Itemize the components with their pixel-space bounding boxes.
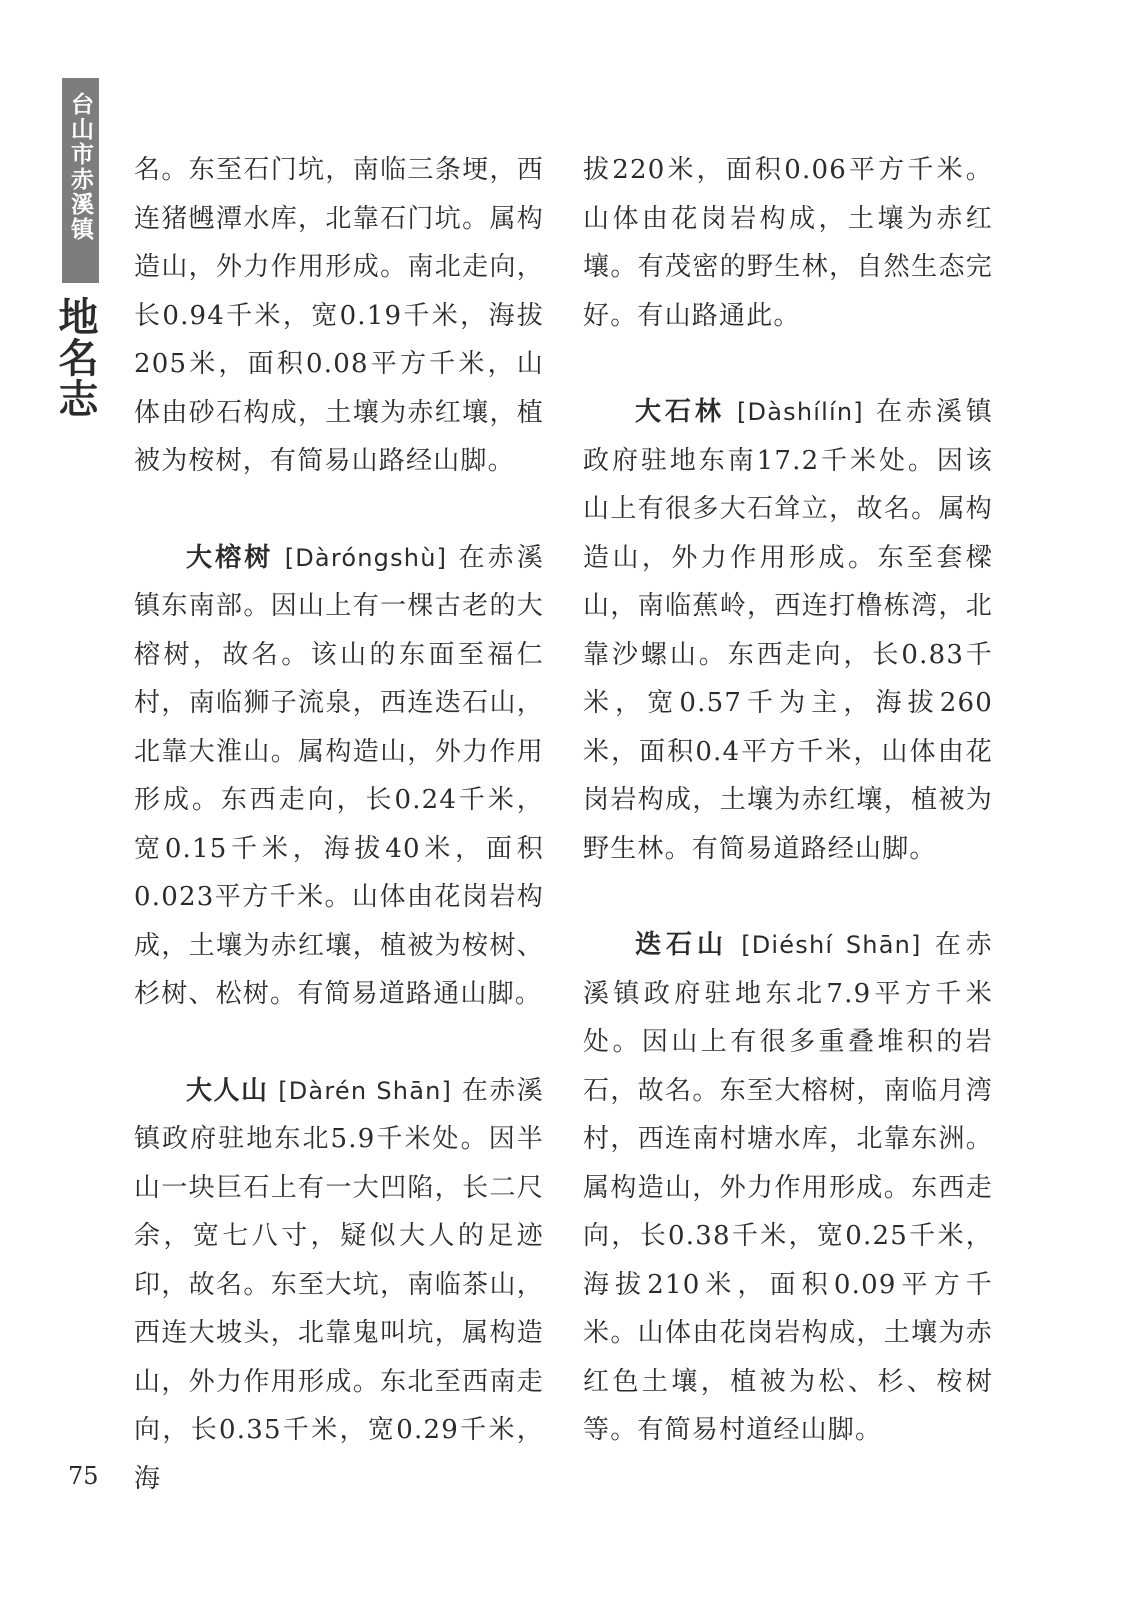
entry-term: 大石林 [635,397,725,427]
entry-text: 在赤溪镇政府驻地东北7.9平方千米处。因山上有很多重叠堆积的岩石，故名。东至大榕树，南临月湾村，西连南村塘水库，北靠东洲。属构造山，外力作用形成。东西走向，长0.38千米，宽0.25千米，海拔210米，面积0.09平方千米。山体由花岗岩构成，土壤为赤红色土壤，植被为松、杉、桉树等。有简易村道经山脚。 [583,930,994,1445]
page-number: 75 [68,1462,99,1490]
book-title: 地名志 [52,296,98,419]
continued-paragraph: 拔220米，面积0.06平方千米。山体由花岗岩构成，土壤为赤红壤。有茂密的野生林，自然生态完好。有山路通此。 [583,155,993,331]
entry-dieshishan [583,921,993,1455]
entry-text: 在赤溪镇政府驻地东北5.9千米处。因半山一块巨石上有一大凹陷，长二尺余，宽七八寸，疑似大人的足迹印，故名。东至大坑，南临茶山，西连大坡头，北靠鬼叫坑，属构造山，外力作用形成。东北至西南走向，长0.35千米，宽0.29千米，海 [134,1075,544,1494]
entry-text: 在赤溪镇政府驻地东南17.2千米处。因该山上有很多大石耸立，故名。属构造山，外力作用形成。东至套樑山，南临蕉岭，西连打橹栋湾，北靠沙螺山。东西走向，长0.83千米，宽0.57千为主，海拔260米，面积0.4平方千米，山体由花岗岩构成，土壤为赤红壤，植被为野生林。有简易道路经山脚。 [583,397,994,864]
entry-pinyin: [Diéshí Shān] [741,931,922,959]
entry-pinyin: [Dàróngshù] [284,543,448,572]
entry-darenshan [134,1067,544,1504]
right-column [583,146,993,1455]
entry-pinyin: [Dàrén Shān] [278,1076,453,1105]
entry-term: 大榕树 [186,542,274,573]
entry-term: 大人山 [186,1075,269,1106]
entry-pinyin: [Dàshílín] [736,398,864,426]
entry-dashilin [583,388,993,873]
left-column [134,146,544,1503]
section-band-label: 台山市赤溪镇 [67,92,94,242]
continued-paragraph: 名。东至石门坑，南临三条埂，西连猪乸潭水库，北靠石门坑。属构造山，外力作用形成。南北走向，长0.94千米，宽0.19千米，海拔205米，面积0.08平方千米，山体由砂石构成，土壤为赤红壤，植被为桉树，有简易山路经山脚。 [134,155,544,476]
section-band [62,78,99,283]
entry-text: 在赤溪镇东南部。因山上有一棵古老的大榕树，故名。该山的东面至福仁村，南临狮子流泉，西连迭石山，北靠大淮山。属构造山，外力作用形成。东西走向，长0.24千米，宽0.15千米，海拔40米，面积0.023平方千米。山体由花岗岩构成，土壤为赤红壤，植被为桉树、杉树、松树。有简易道路通山脚。 [134,542,544,1009]
entry-term: 迭石山 [635,930,728,960]
entry-darongshu [134,534,544,1019]
